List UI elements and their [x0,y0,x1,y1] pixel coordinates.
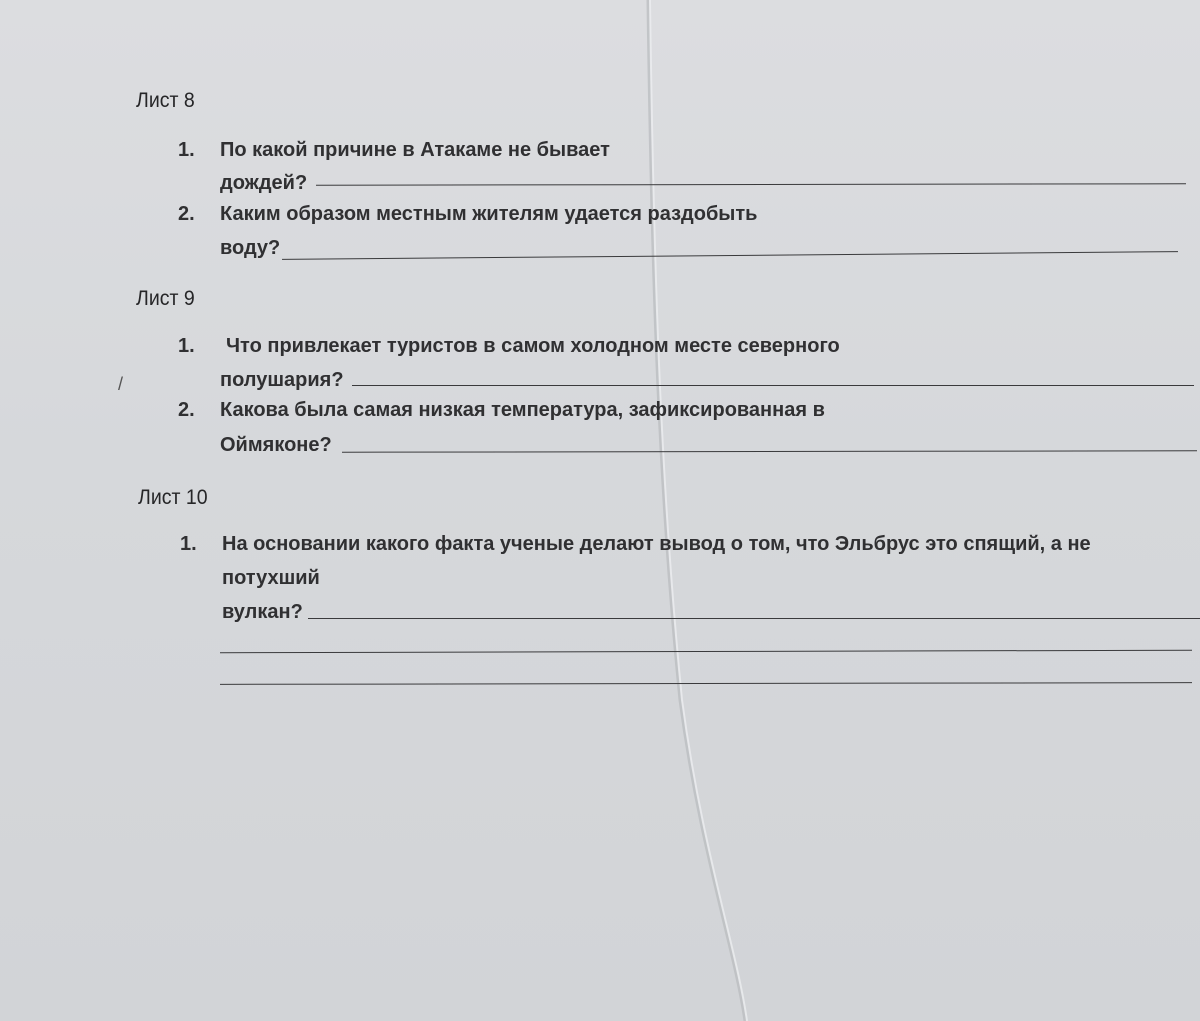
pen-mark: / [118,374,124,394]
question-text-cont: потухший [222,567,320,589]
question-number: 2. [178,203,195,225]
question-number: 1. [178,335,195,357]
answer-line [316,183,1186,186]
answer-line [308,618,1200,619]
question-text-cont: Оймяконе? [220,434,332,456]
question-text-cont: полушария? [220,369,344,391]
question-text: По какой причине в Атакаме не бывает [220,139,610,161]
sheet-8-title: Лист 8 [136,89,195,112]
answer-line-extra [220,650,1192,654]
answer-line [352,385,1194,386]
question-text: Что привлекает туристов в самом холодном месте северного [226,335,840,357]
paper-fold-crease [640,0,760,1021]
question-number: 1. [178,139,195,161]
question-text-cont-2: вулкан? [222,601,303,623]
question-text-cont: дождей? [220,172,308,194]
answer-line-extra [220,682,1192,685]
question-text: Каким образом местным жителям удается раздобыть [220,203,758,225]
sheet-10-title: Лист 10 [138,486,208,509]
question-number: 2. [178,399,195,421]
answer-line [342,450,1197,452]
question-number: 1. [180,533,197,555]
answer-line [282,251,1178,260]
sheet-9-title: Лист 9 [136,287,195,310]
question-text: Какова была самая низкая температура, зафиксированная в [220,399,825,421]
question-text: На основании какого факта ученые делают вывод о том, что Эльбрус это спящий, а не [222,533,1091,555]
question-text-cont: воду? [220,237,281,259]
